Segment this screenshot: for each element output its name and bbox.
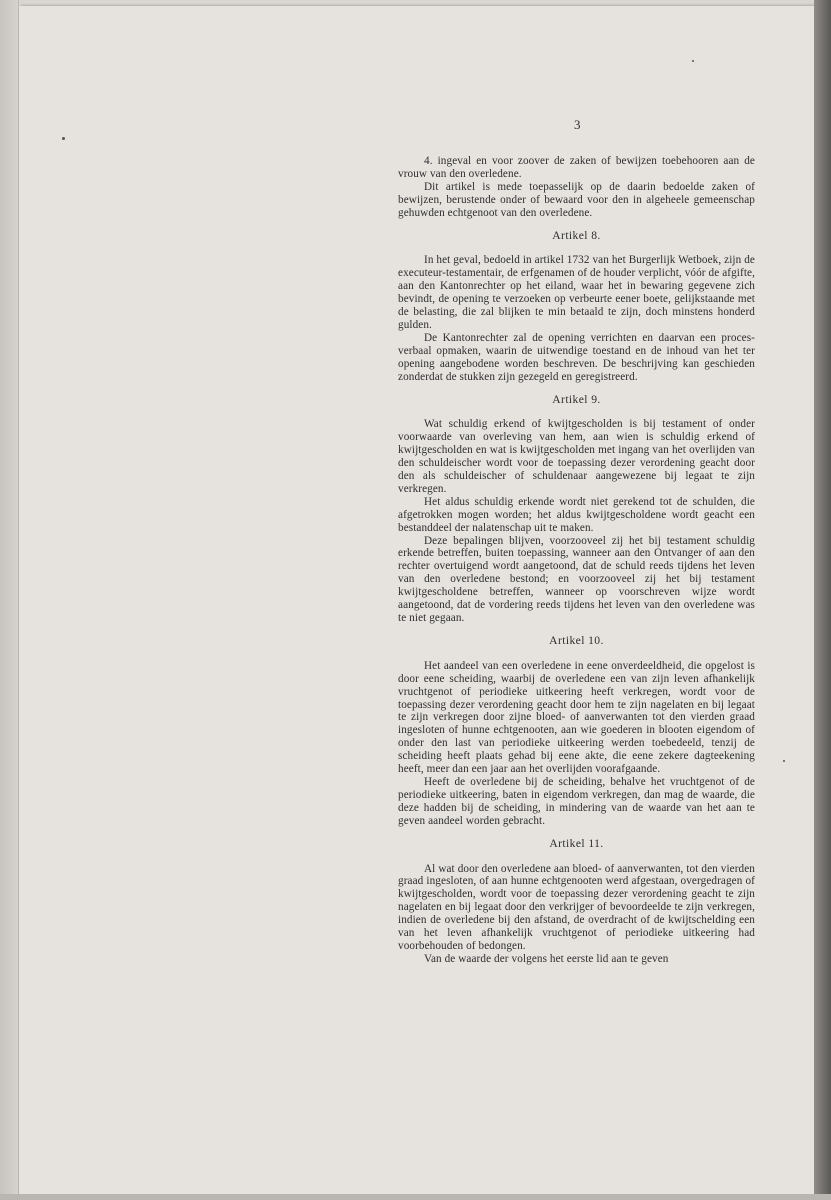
article-heading: Artikel 10.: [549, 633, 604, 647]
paragraph: Wat schuldig erkend of kwijtgescholden is bij testament of onder voorwaarde van overleving van hem, aan wien is schuldig erkend of kwijtgescholden en wat is kwijtgescholden met ingang van het overlijden van den schuldeischer wordt voor de toepassing dezer verordening geacht door den als schuldeischer of schuldenaar aangewezene bij legaat te zijn verkregen.: [398, 418, 755, 495]
article-heading: Artikel 8.: [552, 228, 601, 242]
speck-mark: [783, 760, 785, 762]
paragraph: Dit artikel is mede toepasselijk op de daarin bedoelde zaken of bewijzen, berustende onder of bewaard voor den in algeheele gemeenschap gehuwden echtgenoot van den overledene.: [398, 180, 755, 219]
speck-mark: [692, 60, 694, 62]
paragraph: De Kantonrechter zal de opening verrichten en daarvan een proces-verbaal opmaken, waarin de uitwendige toestand en de inhoud van het ter opening aangebodene worden beschreven. De beschrijving kan geschieden zonderdat de stukken zijn gezegeld en geregistreerd.: [398, 331, 755, 383]
speck-mark: [62, 137, 65, 140]
paragraph: Al wat door den overledene aan bloed- of aanverwanten, tot den vierden graad ingesloten, of aan hunne echtgenooten werd afgestaan, overgedragen of kwijtgescholden, wordt voor de toepassing dezer verordening geacht te zijn nagelaten en bij legaat door den verkrijger of bevoordeelde te zijn verkregen, indien de overledene bij den afstand, de overdracht of de kwijtschelding een van het leven afhankelijk vruchtgenot of periodieke uitkeering had voorbehouden of bedongen.: [398, 862, 755, 952]
paragraph: Van de waarde der volgens het eerste lid aan te geven: [424, 952, 669, 965]
page-number: 3: [574, 117, 581, 132]
paragraph: Deze bepalingen blijven, voorzooveel zij het bij testament schuldig erkende betreffen, buiten toepassing, wanneer aan den Ontvanger of aan den rechter overtuigend wordt aangetoond, dat de schuld reeds tijdens het leven van den overledene bestond; en voorzooveel zij het bij testament kwijtgescholdene betreffen, wanneer op voorschreven wijze wordt aangetoond, dat de vordering reeds tijdens het leven van den overledene was te niet gegaan.: [398, 534, 755, 624]
paragraph: Het aldus schuldig erkende wordt niet gerekend tot de schulden, die afgetrokken mogen worden; het aldus kwijtgescholdene wordt geacht een bestanddeel der nalatenschap uit te maken.: [398, 495, 755, 534]
paragraph: Het aandeel van een overledene in eene onverdeeldheid, die opgelost is door eene scheiding, waarbij de overledene een van zijn leven afhankelijk vruchtgenot of periodieke uitkeering heeft verkregen, wordt voor de toepassing dezer verordening geacht door hem te zijn nagelaten en bij legaat te zijn verkregen door zijne bloed- of aanverwanten tot den vierden graad ingesloten of hunne echtgenooten, aan wie goederen in blooten eigendom of onder den last van periodieke uitkeering werden toebedeeld, tenzij de scheiding heeft plaats gehad bij eene akte, die eene zekere dagteekening heeft, meer dan een jaar aan het overlijden voorafgaande.: [398, 659, 755, 776]
previous-page-edge: [0, 0, 19, 1200]
article-text-column: [398, 155, 755, 966]
bottom-edge: [0, 1194, 831, 1200]
article-heading: Artikel 9.: [552, 392, 601, 406]
article-heading: Artikel 11.: [549, 836, 604, 850]
paragraph: 4. ingeval en voor zoover de zaken of bewijzen toebehooren aan de vrouw van den overledene.: [398, 155, 755, 180]
paragraph: Heeft de overledene bij de scheiding, behalve het vruchtgenot of de periodieke uitkeering, baten in eigendom verkregen, dan mag de waarde, die deze hadden bij de scheiding, in mindering van de waarde van het aan te geven aandeel worden gebracht.: [398, 775, 755, 827]
paragraph: In het geval, bedoeld in artikel 1732 van het Burgerlijk Wetboek, zijn de executeur-testamentair, de erfgenamen of de houder verplicht, vóór de afgifte, aan den Kantonrechter op het eiland, waar het in bewaring gegevene zich bevindt, de opening te verzoeken op verbeurte eener boete, gelijkstaande met de belasting, die zal blijken te min betaald te zijn, doch minstens honderd gulden.: [398, 254, 755, 331]
binding-shadow: [814, 0, 831, 1200]
